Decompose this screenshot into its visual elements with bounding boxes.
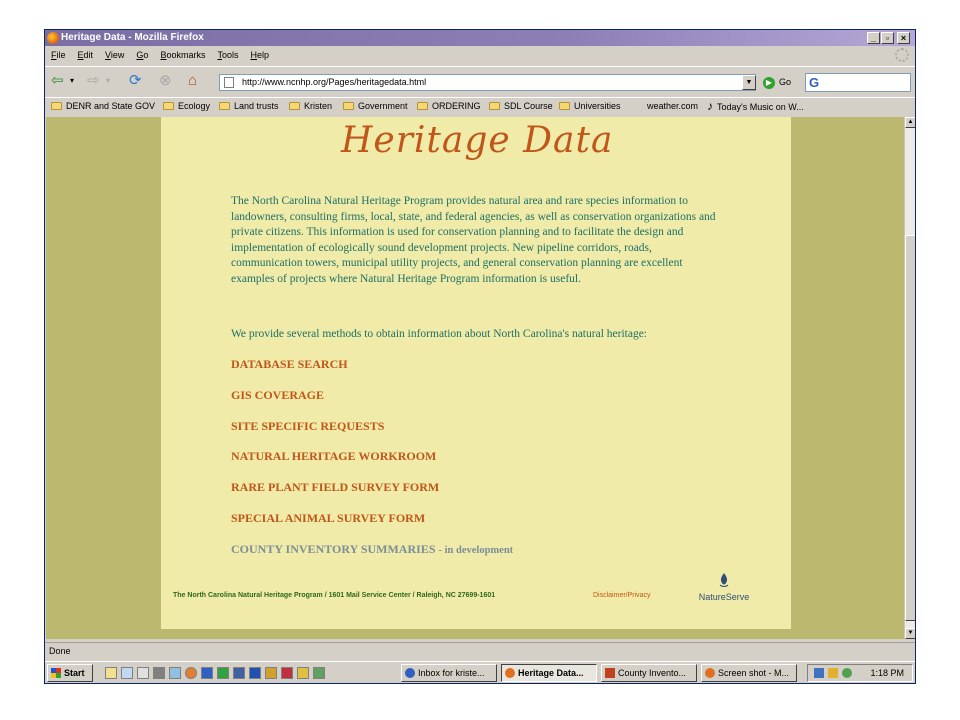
quicklaunch-folder-icon[interactable]	[105, 667, 117, 679]
menu-bookmarks[interactable]: Bookmarks	[160, 50, 206, 60]
maximize-button[interactable]: ▫	[881, 32, 894, 44]
url-bar[interactable]	[219, 74, 756, 91]
status-bar	[45, 642, 915, 659]
scroll-up-icon[interactable]: ▲	[905, 117, 916, 128]
bookmark-government[interactable]	[343, 98, 408, 115]
natureserve-label: NatureServe	[698, 592, 750, 602]
firefox-icon	[505, 668, 515, 678]
quicklaunch-magnifier-icon[interactable]	[169, 667, 181, 679]
bookmark-todays-music[interactable]	[707, 98, 804, 116]
folder-icon	[343, 102, 354, 110]
bookmark-label: Ecology	[178, 101, 211, 111]
folder-icon	[289, 102, 300, 110]
quicklaunch-excel-icon[interactable]	[217, 667, 229, 679]
link-database-search[interactable]: DATABASE SEARCH	[231, 357, 348, 371]
task-screen-shot[interactable]	[701, 664, 797, 682]
link-special-animal-survey-form[interactable]: SPECIAL ANIMAL SURVEY FORM	[231, 511, 426, 525]
folder-icon	[417, 102, 428, 110]
quicklaunch-tool-icon[interactable]	[233, 667, 245, 679]
throbber-icon	[895, 48, 909, 62]
natureserve-leaf-icon	[719, 573, 729, 587]
link-gis-coverage[interactable]: GIS COVERAGE	[231, 388, 325, 402]
close-button[interactable]: ×	[897, 32, 910, 44]
system-tray	[807, 664, 913, 682]
bookmark-universities[interactable]	[559, 98, 621, 115]
window-title: Heritage Data - Mozilla Firefox	[61, 32, 204, 43]
firefox-icon	[705, 668, 715, 678]
folder-icon	[51, 102, 62, 110]
browser-window	[44, 29, 916, 684]
go-label: Go	[779, 77, 792, 87]
google-icon: G	[809, 75, 820, 90]
page-icon	[224, 77, 234, 88]
go-arrow-icon: ▶	[763, 77, 775, 89]
quicklaunch-mail-icon[interactable]	[201, 667, 213, 679]
start-label: Start	[64, 668, 85, 678]
folder-icon	[163, 102, 174, 110]
bookmark-label: Land trusts	[234, 101, 279, 111]
stop-icon[interactable]: ⊗	[159, 72, 172, 89]
quicklaunch-app-icon[interactable]	[313, 667, 325, 679]
title-bar	[45, 30, 915, 46]
task-county-inventory[interactable]	[601, 664, 697, 682]
minimize-button[interactable]: _	[867, 32, 880, 44]
folder-icon	[219, 102, 230, 110]
county-inventory-item	[231, 542, 513, 557]
scroll-thumb[interactable]	[905, 235, 916, 621]
forward-dropdown-icon[interactable]: ▾	[106, 76, 111, 85]
back-dropdown-icon[interactable]: ▾	[70, 76, 75, 85]
url-text: http://www.ncnhp.org/Pages/heritagedata.html	[242, 77, 427, 87]
footer-address: The North Carolina Natural Heritage Program / 1601 Mail Service Center / Raleigh, NC 27699-1601	[173, 592, 496, 599]
bookmark-land-trusts[interactable]	[219, 98, 279, 115]
page-heading: Heritage Data	[341, 120, 614, 161]
quicklaunch-ftp-icon[interactable]	[137, 667, 149, 679]
bookmark-sdl-course[interactable]	[489, 98, 553, 115]
bookmark-ordering[interactable]	[417, 98, 481, 115]
folder-icon	[489, 102, 500, 110]
menu-help[interactable]: Help	[250, 50, 269, 60]
menu-bar	[45, 47, 915, 64]
bookmark-kristen[interactable]	[289, 98, 332, 115]
link-site-specific-requests[interactable]: SITE SPECIFIC REQUESTS	[231, 419, 385, 433]
back-arrow-icon[interactable]: ⇦	[51, 72, 64, 89]
menu-view[interactable]: View	[105, 50, 125, 60]
vertical-scrollbar[interactable]	[904, 117, 915, 639]
bookmark-ecology[interactable]	[163, 98, 210, 115]
task-label: Screen shot - M...	[718, 668, 790, 678]
bookmark-label: ORDERING	[432, 101, 481, 111]
start-button[interactable]	[47, 664, 93, 682]
music-note-icon: ♪	[707, 99, 713, 113]
bookmark-label: DENR and State GOV	[66, 101, 156, 111]
scroll-down-icon[interactable]: ▼	[905, 628, 916, 639]
reload-icon[interactable]: ⟳	[129, 72, 142, 89]
bookmark-label: weather.com	[647, 101, 699, 111]
menu-tools[interactable]: Tools	[217, 50, 239, 60]
content-panel	[161, 117, 791, 629]
bookmark-denr[interactable]	[51, 98, 155, 115]
quicklaunch-network-icon[interactable]	[153, 667, 165, 679]
natureserve-logo[interactable]	[691, 573, 757, 605]
link-natural-heritage-workroom[interactable]: NATURAL HERITAGE WORKROOM	[231, 449, 437, 463]
home-icon[interactable]: ⌂	[188, 72, 198, 89]
quicklaunch-firefox-icon[interactable]	[185, 667, 197, 679]
bookmark-label: Government	[358, 101, 408, 111]
network-tray-icon[interactable]	[814, 668, 824, 678]
search-input[interactable]	[805, 73, 911, 92]
task-label: Inbox for kriste...	[418, 668, 485, 678]
menu-edit[interactable]: Edit	[77, 50, 94, 60]
bookmark-weather[interactable]	[647, 98, 698, 115]
bookmark-label: Universities	[574, 101, 621, 111]
link-rare-plant-field-survey-form[interactable]: RARE PLANT FIELD SURVEY FORM	[231, 480, 440, 494]
menu-file[interactable]: File	[51, 50, 66, 60]
firefox-icon	[47, 32, 59, 44]
bookmark-label: Today's Music on W...	[717, 102, 804, 112]
page-viewport	[46, 117, 904, 639]
in-development-note: - in development	[438, 545, 514, 556]
bookmarks-toolbar	[45, 97, 915, 114]
bookmark-label: Kristen	[304, 101, 333, 111]
thunderbird-icon	[405, 668, 415, 678]
quicklaunch-word-icon[interactable]	[249, 667, 261, 679]
windows-taskbar	[45, 661, 915, 683]
menu-go[interactable]: Go	[136, 50, 149, 60]
url-dropdown-icon[interactable]: ▼	[742, 75, 756, 90]
security-tray-icon[interactable]	[828, 668, 838, 678]
footer-disclaimer-link[interactable]: Disclaimer/Privacy	[593, 592, 651, 599]
link-county-inventory-summaries[interactable]: COUNTY INVENTORY SUMMARIES	[231, 542, 436, 556]
quicklaunch-search-icon[interactable]	[121, 667, 133, 679]
status-text: Done	[49, 646, 71, 656]
update-tray-icon[interactable]	[842, 668, 852, 678]
intro-paragraph: The North Carolina Natural Heritage Program provides natural area and rare species information to landowners, consulting firms, local, state, and federal agencies, as well as conservation organizations and private citizens. This information is used for conservation planning and to facilitate the design and implementation of ecologically sound development projects. New pipeline corridors, roads, communication towers, municipal utility projects, and general conservation planning are excellent examples of projects where Natural Heritage Program information is useful.	[231, 195, 716, 285]
quicklaunch-access-icon[interactable]	[281, 667, 293, 679]
go-button[interactable]	[763, 74, 791, 91]
forward-arrow-icon[interactable]: ⇨	[87, 72, 100, 89]
folder-icon	[559, 102, 570, 110]
navigation-toolbar	[45, 66, 915, 94]
task-heritage-data[interactable]	[501, 664, 597, 682]
clock: 1:18 PM	[870, 668, 904, 678]
bookmark-label: SDL Course	[504, 101, 553, 111]
task-label: Heritage Data...	[518, 668, 584, 678]
task-label: County Invento...	[618, 668, 687, 678]
quicklaunch-outlook-icon[interactable]	[265, 667, 277, 679]
task-inbox[interactable]	[401, 664, 497, 682]
methods-paragraph: We provide several methods to obtain information about North Carolina's natural heritage:	[231, 328, 647, 340]
windows-logo-icon	[51, 668, 61, 678]
powerpoint-icon	[605, 668, 615, 678]
quicklaunch-paint-icon[interactable]	[297, 667, 309, 679]
